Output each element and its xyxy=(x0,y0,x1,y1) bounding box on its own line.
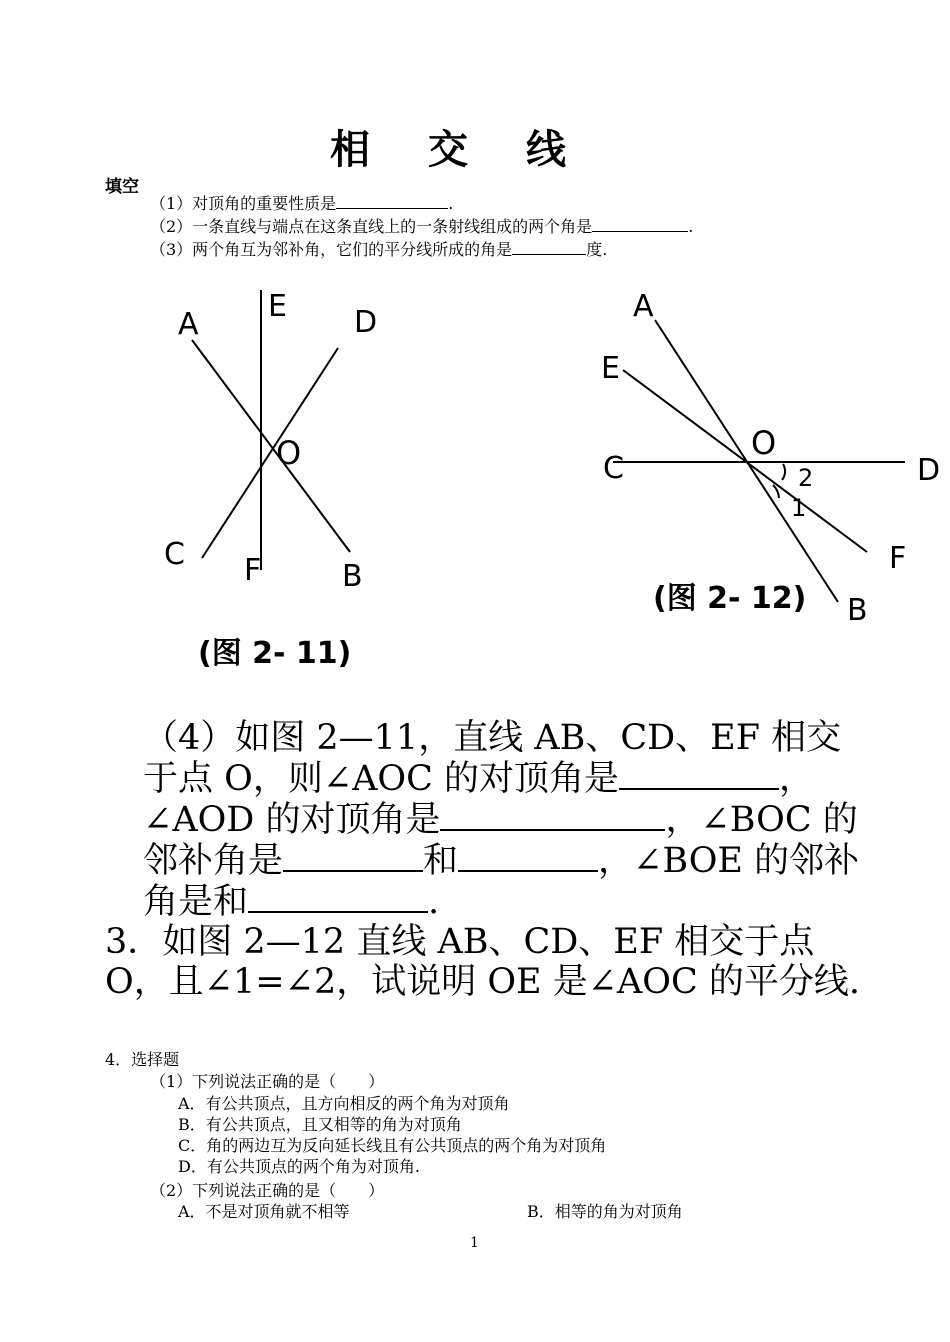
fill-question-3-text: （3）两个角互为邻补角，它们的平分线所成的角是 xyxy=(150,240,513,259)
fill-question-2 xyxy=(150,216,693,237)
answer-blank[interactable] xyxy=(440,799,665,831)
label-angle-1: 1 xyxy=(791,494,807,522)
choice-q2-option-b: B．相等的角为对顶角 xyxy=(527,1202,683,1221)
choice-option-b: B．有公共顶点，且又相等的角为对顶角 xyxy=(178,1115,462,1134)
fill-question-2-text: （2）一条直线与端点在这条直线上的一条射线组成的两个角是 xyxy=(150,217,593,236)
label-o: O xyxy=(751,424,777,462)
figure-2-12 xyxy=(595,280,945,630)
answer-blank[interactable] xyxy=(592,217,688,232)
title-char-1: 相 xyxy=(330,127,372,173)
choice-option-a: A．有公共顶点，且方向相反的两个角为对顶角 xyxy=(178,1094,510,1113)
figure-2-11 xyxy=(150,280,378,680)
choice-option-c: C．角的两边互为反向延长线且有公共顶点的两个角为对顶角 xyxy=(178,1136,607,1155)
question-3-paragraph: 3．如图 2—12 直线 AB、CD、EF 相交于点 O，且∠1=∠2，试说明 OE 是∠AOC 的平分线. xyxy=(105,922,861,1002)
title-char-3: 线 xyxy=(526,127,568,173)
angle-2-arc xyxy=(782,464,785,480)
answer-blank[interactable] xyxy=(283,840,423,872)
line-ab xyxy=(192,340,350,552)
label-c: C xyxy=(603,451,624,486)
q4-text-5: ，∠BOE 的邻补角是和 xyxy=(143,841,860,922)
angle-1-arc xyxy=(773,485,779,498)
answer-blank[interactable] xyxy=(619,758,779,790)
answer-blank[interactable] xyxy=(458,840,598,872)
section-heading-fill: 填空 xyxy=(105,177,139,197)
label-c: C xyxy=(164,537,185,572)
q4-end: . xyxy=(428,882,440,922)
label-b: B xyxy=(342,559,363,594)
fill-question-1-text: （1）对顶角的重要性质是 xyxy=(150,194,337,213)
page-number: 1 xyxy=(470,1235,479,1251)
label-d: D xyxy=(917,453,941,488)
choice-heading: 4．选择题 xyxy=(105,1050,180,1069)
label-e: E xyxy=(601,351,620,386)
q4-text-3: ，∠BOC 的邻补角是 xyxy=(143,800,858,881)
large-text-block xyxy=(105,718,865,1002)
label-e: E xyxy=(268,289,287,324)
fill-question-2-end: . xyxy=(688,217,694,236)
label-b: B xyxy=(847,593,868,628)
answer-blank[interactable] xyxy=(512,240,586,255)
q4-text-2: ， ∠AOD 的对顶角是 xyxy=(143,759,832,840)
figure-caption: (图 2- 12) xyxy=(653,581,807,616)
fill-question-3 xyxy=(150,239,607,260)
choice-question-2: （2）下列说法正确的是（ ） xyxy=(150,1181,385,1200)
label-a: A xyxy=(633,289,654,324)
label-f: F xyxy=(889,541,907,576)
answer-blank[interactable] xyxy=(248,881,428,913)
q4-text-4: 和 xyxy=(423,841,459,881)
figure-caption: (图 2- 11) xyxy=(198,636,352,671)
label-angle-2: 2 xyxy=(798,464,814,492)
question-4-paragraph xyxy=(105,718,865,922)
label-a: A xyxy=(178,307,199,342)
fill-question-3-end: 度. xyxy=(586,240,608,259)
title-char-2: 交 xyxy=(428,127,470,173)
choice-q2-option-a: A．不是对顶角就不相等 xyxy=(178,1202,350,1221)
label-d: D xyxy=(354,305,378,340)
answer-blank[interactable] xyxy=(336,194,448,209)
label-f: F xyxy=(244,553,262,588)
choice-question-1: （1）下列说法正确的是（ ） xyxy=(150,1072,385,1091)
q4-text-1: （4）如图 2—11，直线 AB、CD、EF 相交于点 O，则∠AOC 的对顶角是 xyxy=(143,718,842,799)
page-title xyxy=(330,118,568,175)
choice-option-d: D．有公共顶点的两个角为对顶角. xyxy=(178,1157,420,1176)
label-o: O xyxy=(276,434,302,472)
fill-question-1 xyxy=(150,193,453,214)
fill-question-1-end: . xyxy=(448,194,454,213)
